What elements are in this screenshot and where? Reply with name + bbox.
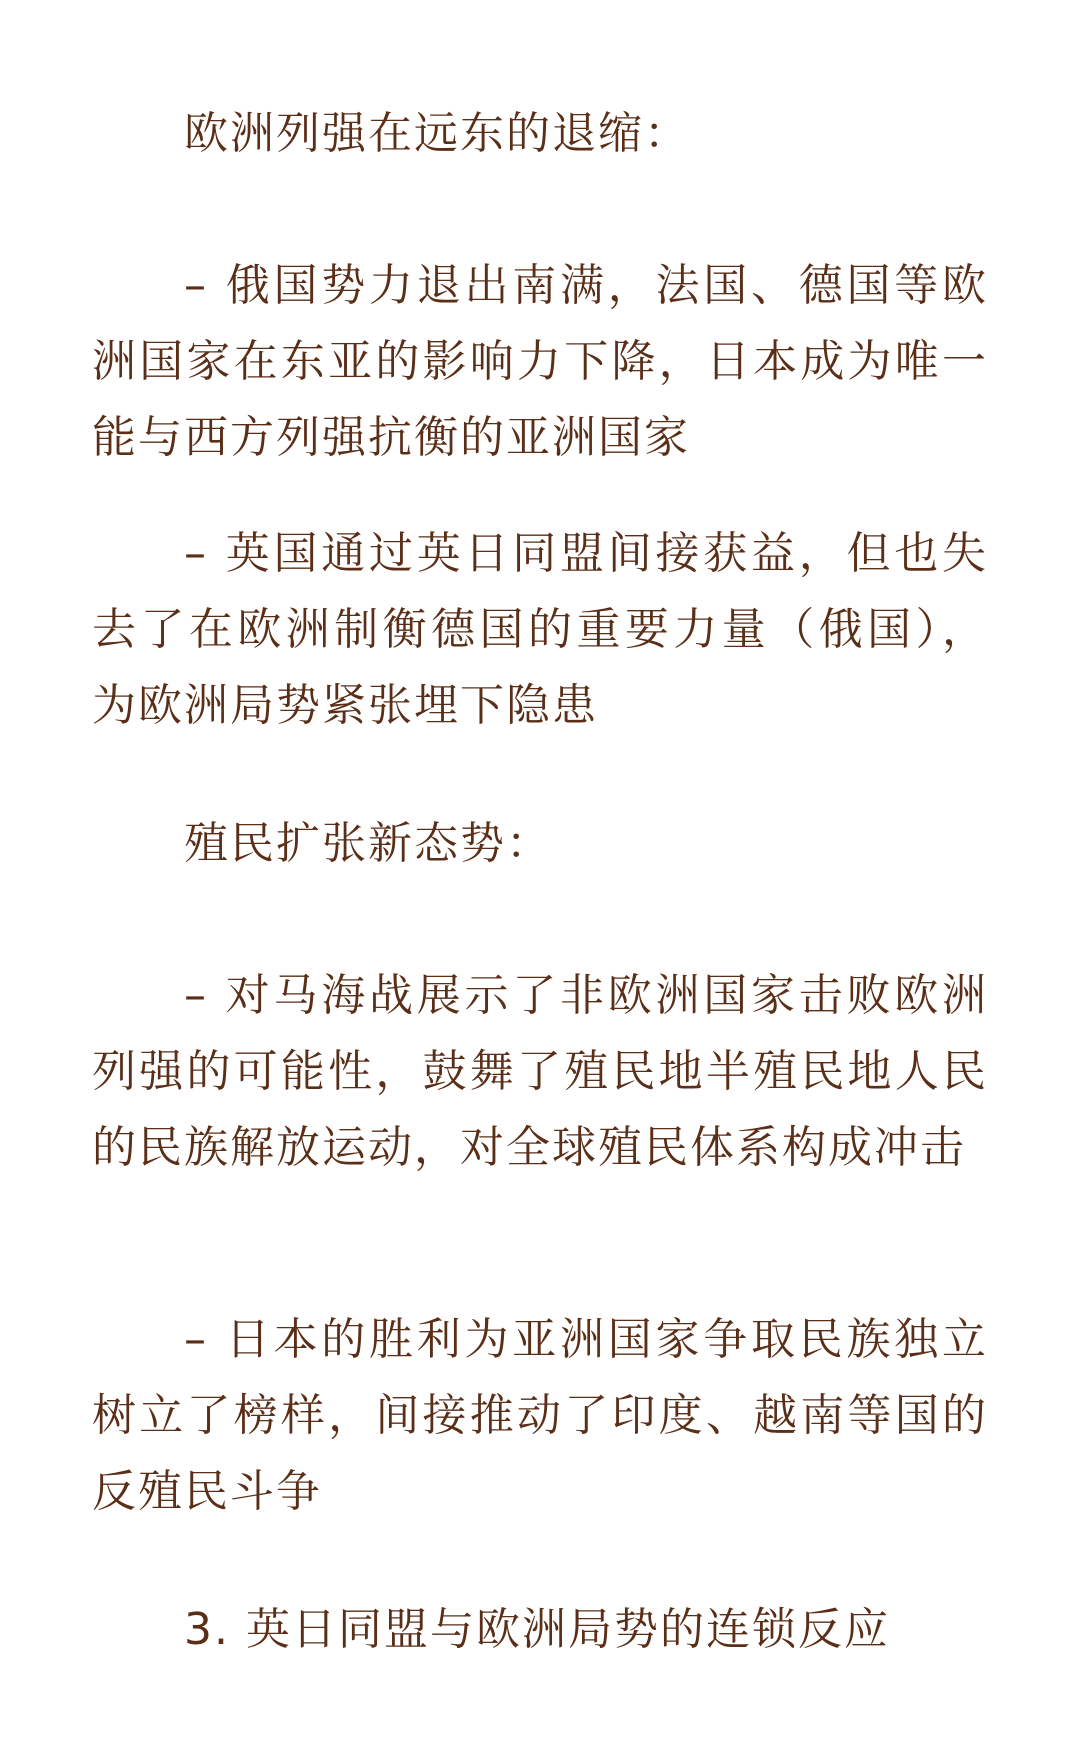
bullet-tsushima-battle: – 对马海战展示了非欧洲国家击败欧洲列强的可能性，鼓舞了殖民地半殖民地人民的民族解放运动，对全球殖民体系构成冲击 (92, 970, 988, 1173)
section-heading-colonial-expansion: 殖民扩张新态势： (184, 818, 552, 869)
bullet-russia-withdrawal: – 俄国势力退出南满，法国、德国等欧洲国家在东亚的影响力下降，日本成为唯一能与西方列强抗衡的亚洲国家 (92, 260, 988, 463)
bullet-japan-victory: – 日本的胜利为亚洲国家争取民族独立树立了榜样，间接推动了印度、越南等国的反殖民斗争 (92, 1314, 988, 1517)
numbered-heading-chain-reaction: 3. 英日同盟与欧洲局势的连锁反应 (184, 1604, 890, 1655)
section-heading-europe-retreat: 欧洲列强在远东的退缩： (184, 108, 690, 159)
bullet-britain-alliance: – 英国通过英日同盟间接获益，但也失去了在欧洲制衡德国的重要力量（俄国），为欧洲局势紧张埋下隐患 (92, 528, 988, 731)
